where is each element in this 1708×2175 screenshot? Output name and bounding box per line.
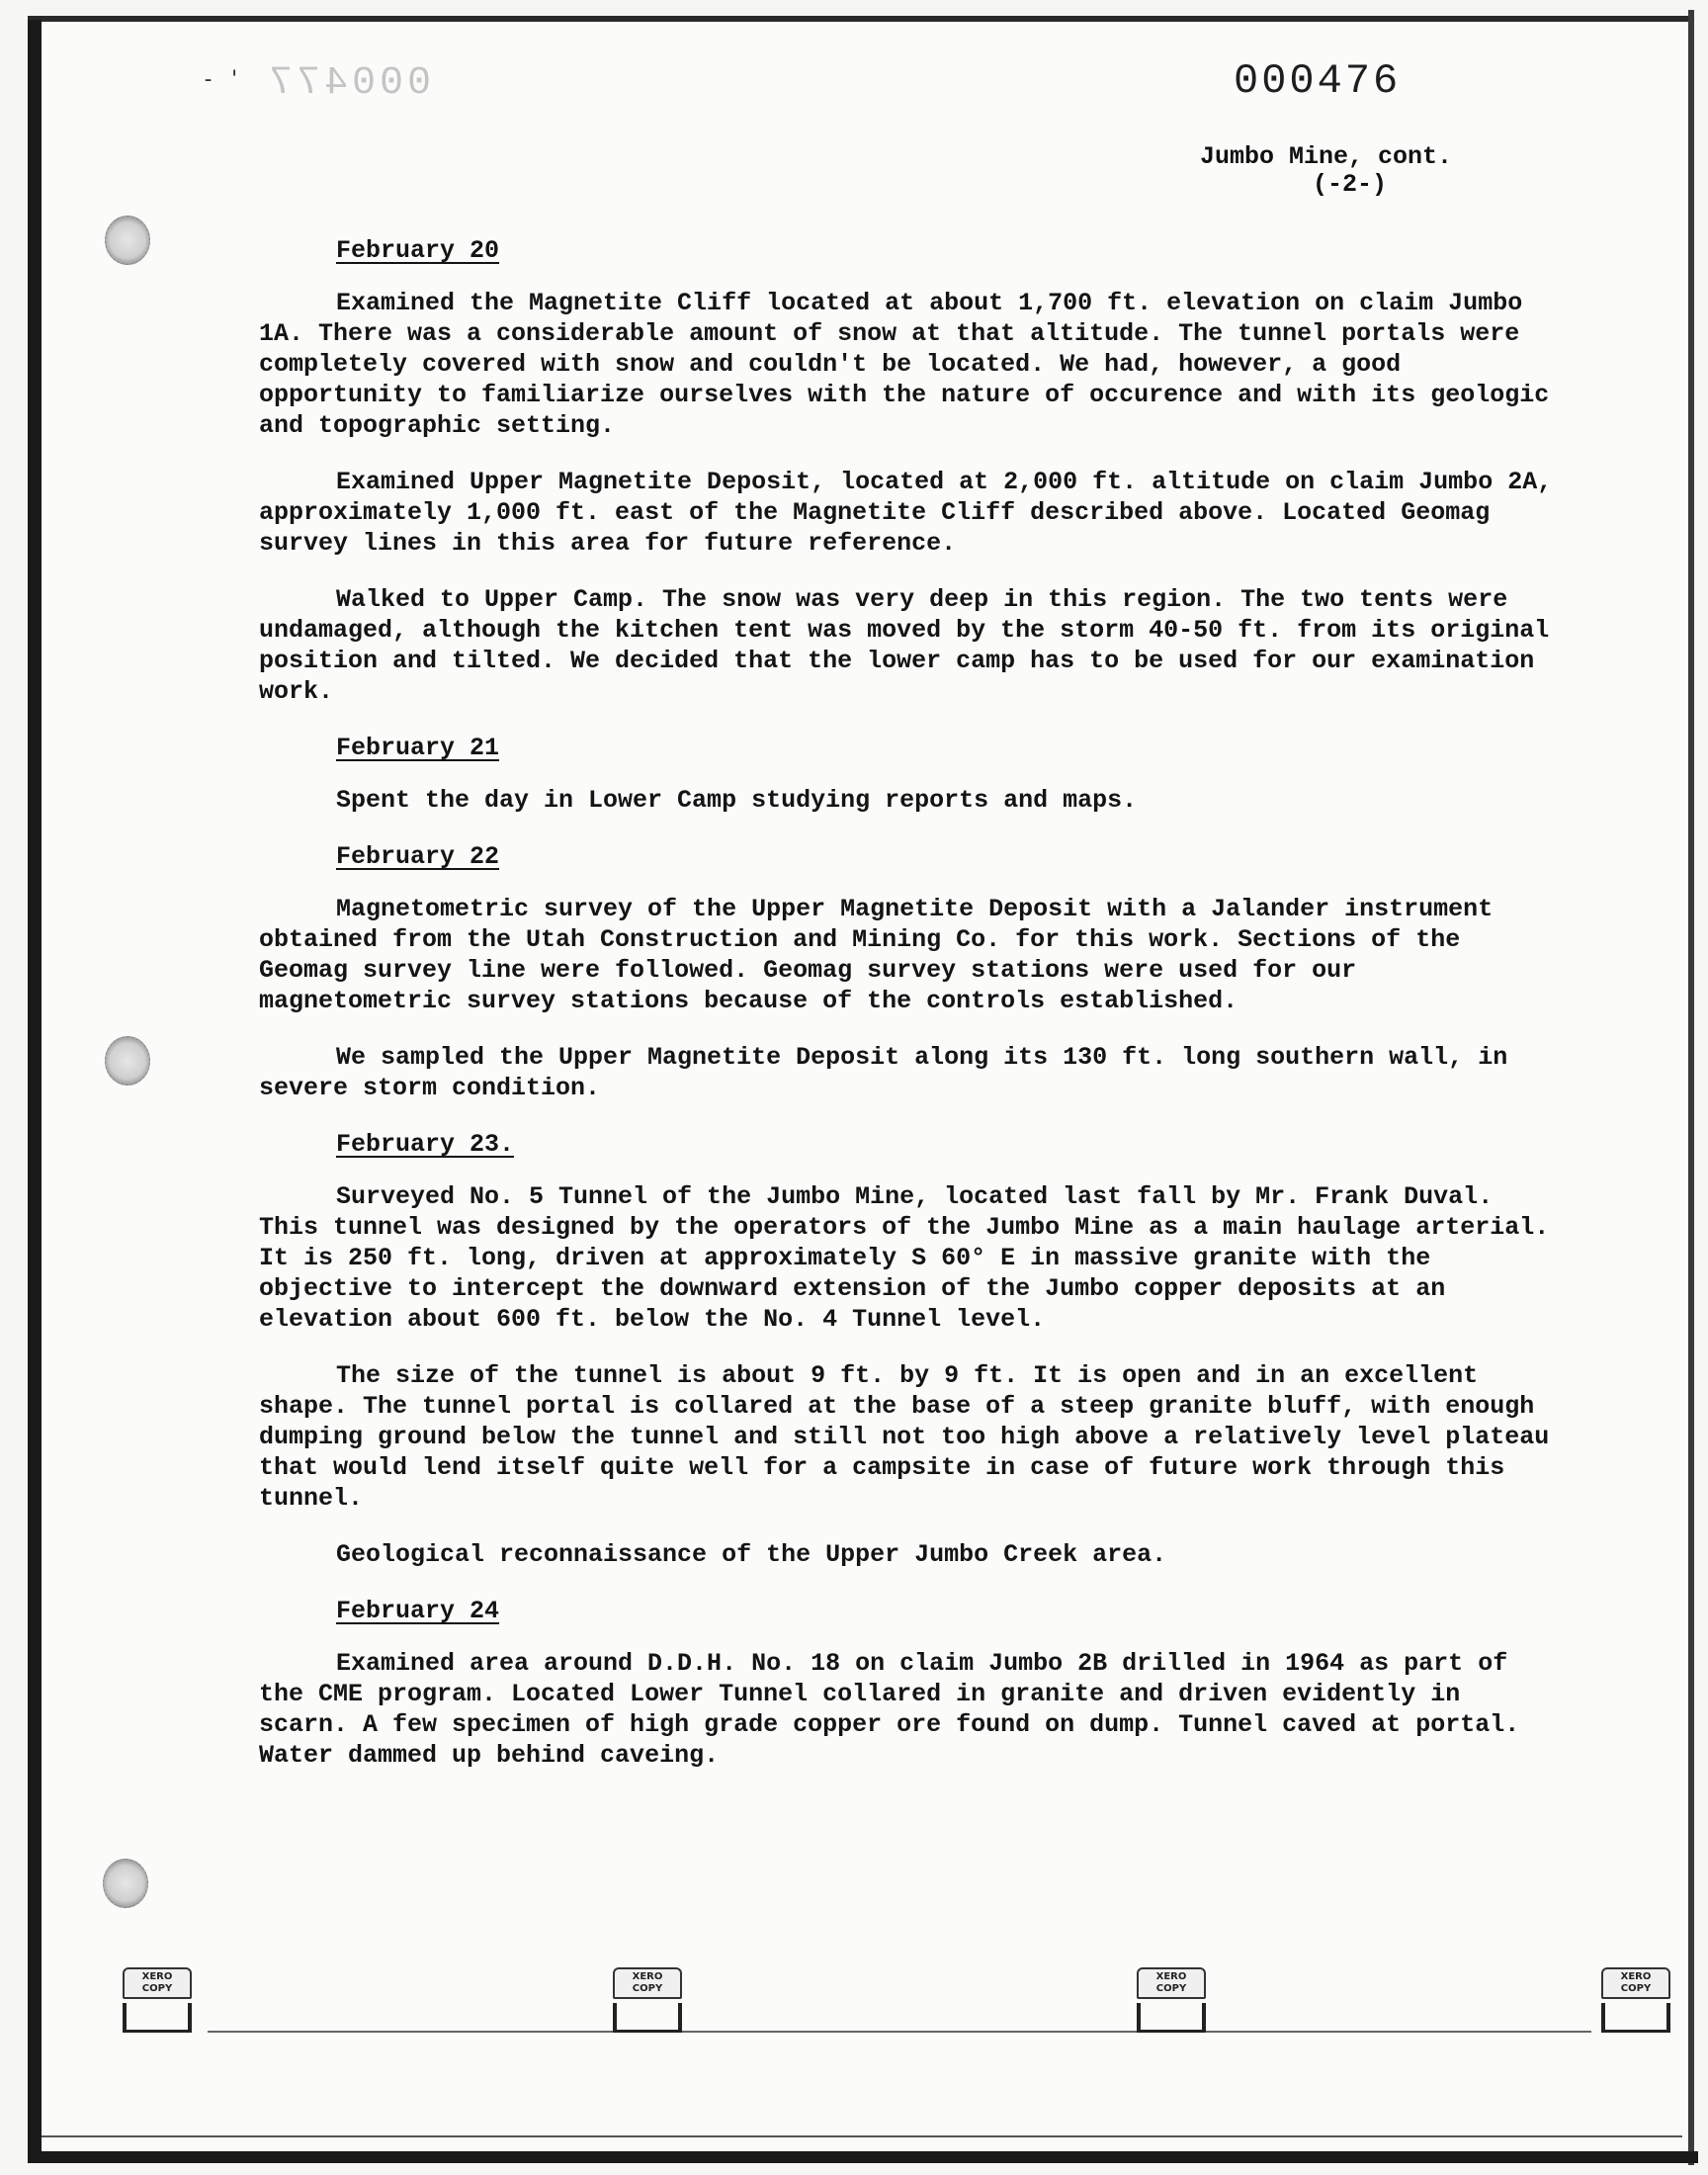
xero-copy-marker: XERO COPY <box>1137 1967 1206 2013</box>
page-number: (-2-) <box>1313 170 1388 199</box>
bleed-through-number: 000477 <box>265 61 432 106</box>
entry-paragraph: Walked to Upper Camp. The snow was very deep in this region. The two tents were undamaged, although the kitchen tent was moved by the storm 40-50 ft. from its original position and tilted. We decided that the lower camp has to be used for our examination work. <box>259 585 1550 706</box>
entry-paragraph: The size of the tunnel is about 9 ft. by 9 ft. It is open and in an excellent shape. The tunnel portal is collared at the base of a steep granite bluff, with enough dumping ground below the tunnel and still not too high above a relatively level plateau that would lend itself quite well for a campsite in case of future work through this tunnel. <box>259 1361 1550 1513</box>
scan-border-left <box>28 20 42 2155</box>
entry-paragraph: Examined area around D.D.H. No. 18 on claim Jumbo 2B drilled in 1964 as part of the CME program. Located Lower Tunnel collared in granite and driven evidently in scarn. A few specimen of high grade copper ore found on dump. Tunnel caved at portal. Water dammed up behind caveing. <box>259 1649 1520 1770</box>
xero-copy-marker: XERO COPY <box>1601 1967 1670 2013</box>
entry-paragraph: Spent the day in Lower Camp studying reports and maps. <box>336 786 1138 815</box>
entry-paragraph: We sampled the Upper Magnetite Deposit along its 130 ft. long southern wall, in severe storm condition. <box>259 1043 1508 1102</box>
entry-paragraph: Surveyed No. 5 Tunnel of the Jumbo Mine, located last fall by Mr. Frank Duval. This tunnel was designed by the operators of the Jumbo Mine as a main haulage arterial. It is 250 ft. long, driven at approximately S 60° E in massive granite with the objective to intercept the downward extension of the Jumbo copper deposits at an elevation about 600 ft. below the No. 4 Tunnel level. <box>259 1182 1550 1334</box>
entry-paragraph: Geological reconnaissance of the Upper Jumbo Creek area. <box>336 1540 1167 1569</box>
journal-body <box>259 235 1564 1796</box>
corner-mark: - ' <box>202 67 241 92</box>
running-header-title: Jumbo Mine, cont. <box>1200 142 1453 171</box>
bottom-rule <box>42 2135 1682 2137</box>
entry-date-heading: February 22 <box>336 842 500 871</box>
entry-date-heading: February 24 <box>336 1597 500 1625</box>
entry-paragraph: Magnetometric survey of the Upper Magnetite Deposit with a Jalander instrument obtained from the Utah Construction and Mining Co. for this work. Sections of the Geomag survey line were followed. Geomag survey stations were used for our magnetometric survey stations because of the controls established. <box>259 895 1494 1015</box>
entry-paragraph: Examined Upper Magnetite Deposit, located at 2,000 ft. altitude on claim Jumbo 2A, approximately 1,000 ft. east of the Magnetite Cliff described above. Located Geomag survey lines in this area for future reference. <box>259 468 1553 558</box>
scan-border-right <box>1688 10 1694 2165</box>
punch-hole <box>105 216 150 265</box>
punch-hole <box>103 1859 148 1908</box>
document-number: 000476 <box>1234 57 1402 105</box>
scan-border-bottom <box>28 2151 1698 2163</box>
entry-paragraph: Examined the Magnetite Cliff located at about 1,700 ft. elevation on claim Jumbo 1A. There was a considerable amount of snow at that altitude. The tunnel portals were completely covered with snow and couldn't be located. We had, however, a good opportunity to familiarize ourselves with the nature of occurence and with its geologic and topographic setting. <box>259 289 1550 440</box>
entry-date-heading: February 20 <box>336 236 500 265</box>
punch-hole <box>105 1036 150 1086</box>
entry-date-heading: February 21 <box>336 734 500 762</box>
entry-date-heading: February 23. <box>336 1130 515 1159</box>
xero-copy-marker: XERO COPY <box>123 1967 192 2013</box>
xero-copy-marker: XERO COPY <box>613 1967 682 2013</box>
xero-strip-line <box>208 2031 1591 2033</box>
